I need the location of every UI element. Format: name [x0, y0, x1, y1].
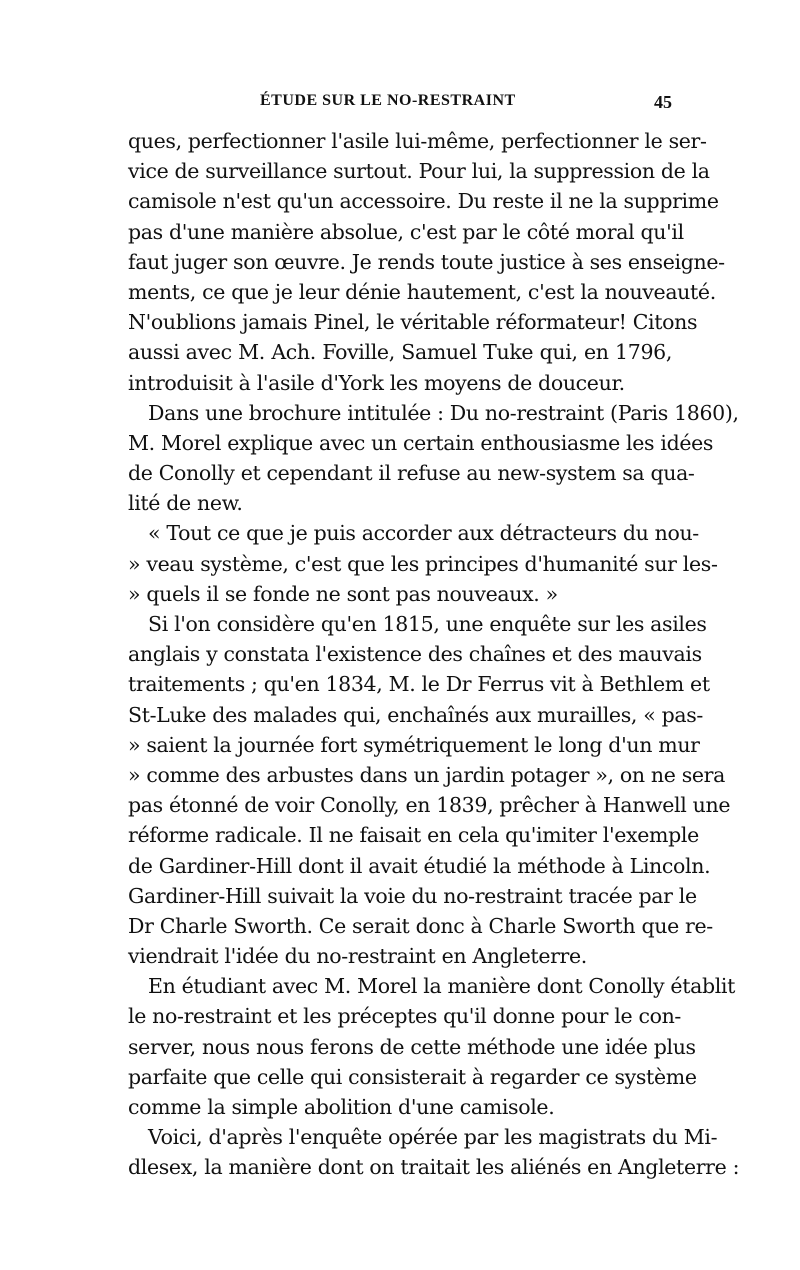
text-line: Gardiner-Hill suivait la voie du no-restraint tracée par le: [128, 883, 697, 908]
text-line: réforme radicale. Il ne faisait en cela qu'imiter l'exemple: [128, 823, 699, 848]
text-line: St-Luke des malades qui, enchaînés aux murailles, « pas-: [128, 702, 703, 727]
text-line: server, nous nous ferons de cette méthode une idée plus: [128, 1034, 696, 1059]
text-line: dlesex, la manière dont on traitait les aliénés en Angleterre :: [128, 1155, 740, 1180]
text-line: de Conolly et cependant il refuse au new-system sa qua-: [128, 461, 695, 486]
text-line: le no-restraint et les préceptes qu'il donne pour le con-: [128, 1004, 682, 1029]
text-line: Voici, d'après l'enquête opérée par les magistrats du Mi-: [148, 1125, 718, 1150]
text-line: parfaite que celle qui consisterait à regarder ce système: [128, 1064, 697, 1089]
text-line: Si l'on considère qu'en 1815, une enquête sur les asiles: [148, 612, 707, 636]
text-line: En étudiant avec M. Morel la manière dont Conolly établit: [148, 974, 736, 999]
text-line: Dr Charle Sworth. Ce serait donc à Charle Sworth que re-: [128, 913, 713, 938]
text-line: pas étonné de voir Conolly, en 1839, prêcher à Hanwell une: [128, 793, 731, 818]
quote-line: » quels il se fonde ne sont pas nouveaux. »: [128, 581, 558, 606]
body-text: [128, 126, 740, 1183]
quote-line: « Tout ce que je puis accorder aux détracteurs du nou-: [148, 521, 699, 546]
text-line: de Gardiner-Hill dont il avait étudié la méthode à Lincoln.: [128, 853, 711, 878]
text-line: anglais y constata l'existence des chaînes et des mauvais: [128, 642, 702, 667]
text-line: aussi avec M. Ach. Foville, Samuel Tuke qui, en 1796,: [128, 340, 672, 365]
running-title: ÉTUDE SUR LE NO-RESTRAINT: [260, 92, 516, 109]
text-line: traitements ; qu'en 1834, M. le Dr Ferrus vit à Bethlem et: [128, 672, 710, 697]
text-line: camisole n'est qu'un accessoire. Du reste il ne la supprime: [128, 189, 719, 214]
text-line: N'oublions jamais Pinel, le véritable réformateur! Citons: [128, 310, 698, 335]
text-line: lité de new.: [128, 491, 243, 516]
text-line: introduisit à l'asile d'York les moyens de douceur.: [128, 370, 625, 395]
page-number: 45: [654, 92, 672, 112]
text-line: M. Morel explique avec un certain enthousiasme les idées: [128, 430, 714, 455]
text-line: faut juger son œuvre. Je rends toute justice à ses enseigne-: [128, 249, 725, 274]
quote-line: » veau système, c'est que les principes d'humanité sur les-: [128, 551, 718, 576]
text-line: pas d'une manière absolue, c'est par le côté moral qu'il: [128, 219, 684, 244]
text-line: ments, ce que je leur dénie hautement, c'est la nouveauté.: [128, 279, 716, 304]
text-line: vice de surveillance surtout. Pour lui, la suppression de la: [128, 159, 710, 184]
text-line: » comme des arbustes dans un jardin potager », on ne sera: [128, 762, 725, 787]
text-line: » saient la journée fort symétriquement le long d'un mur: [128, 732, 700, 757]
text-line: comme la simple abolition d'une camisole.: [128, 1095, 555, 1119]
text-line: ques, perfectionner l'asile lui-même, perfectionner le ser-: [128, 129, 707, 153]
text-line: Dans une brochure intitulée : Du no-restraint (Paris 1860),: [148, 400, 739, 425]
page-header: [128, 92, 672, 116]
text-line: viendrait l'idée du no-restraint en Angleterre.: [128, 944, 587, 969]
